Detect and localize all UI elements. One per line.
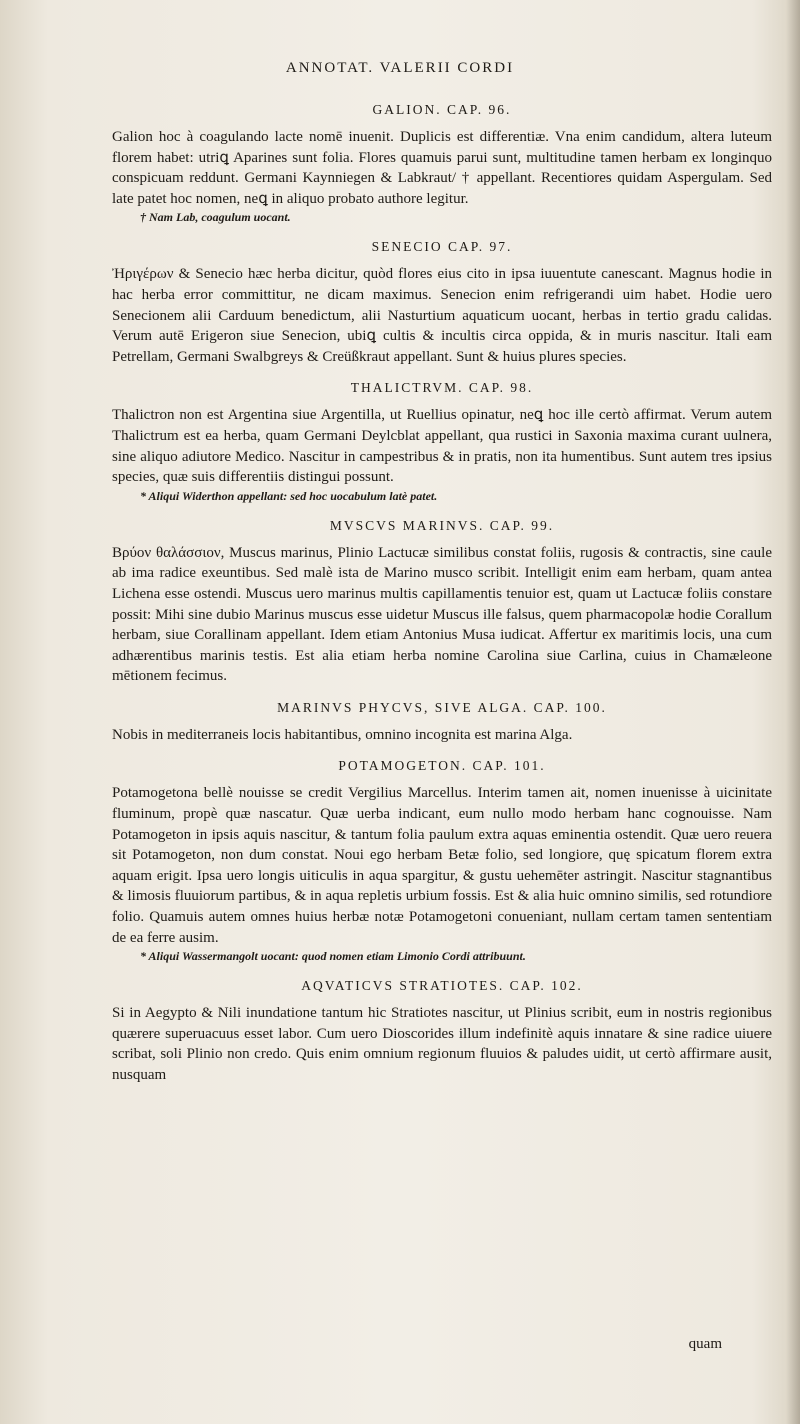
page-edge-shadow [786, 0, 800, 1424]
section-senecio [112, 237, 772, 367]
section-potamogeton [112, 756, 772, 965]
section-heading: AQVATICVS STRATIOTES. CAP. 102. [301, 978, 583, 994]
section-paragraph: Ἠριγέρων & Senecio hæc herba dicitur, quòd flores eius cito in ipsa iuuentute canescant. Magnus hodie in hac herba error committitur, ne dicam maximus. Senecion enim refrigerandi uim habet. Hodie uero Senecionem alii Carduum benedictum, alii Nasturtium aquaticum uocant, herbas in tertio gradu calidas. Verum autē Erigeron siue Senecion, ubiꝗ cultis & incultis circa oppida, & in muris nascitur. Itali eam Petrellam, Germani Swalbgreys & Creüßkraut appellant. Sunt & huius plures species. [112, 266, 772, 365]
section-thalictrum [112, 378, 772, 504]
section-heading: MVSCVS MARINVS. CAP. 99. [329, 517, 555, 533]
section-muscus-marinus [112, 516, 772, 687]
section-note: * Aliqui Widerthon appellant: sed hoc uocabulum latè patet. [140, 488, 438, 503]
section-heading: POTAMOGETON. CAP. 101. [338, 758, 546, 774]
section-marinus-phycus [112, 698, 772, 746]
section-galion [112, 100, 772, 226]
section-note: † Nam Lab, coagulum uocant. [140, 210, 291, 225]
section-heading: MARINVS PHYCVS, SIVE ALGA. CAP. 100. [277, 699, 607, 715]
running-head: ANNOTAT. VALERII CORDI [285, 60, 515, 76]
section-heading: GALION. CAP. 96. [372, 102, 512, 117]
section-heading: THALICTRVM. CAP. 98. [350, 380, 534, 396]
section-paragraph: Potamogetona bellè nouisse se credit Vergilius Marcellus. Interim tamen ait, nomen inuenisse à uicinitate fluminum, propè quæ nascatur. Quæ uerba indicant, eum nullo modo herbam hanc cognouisse. Nam Potamogeton in ipsis aquis nascitur, & tantum folia paulum extra aquas eminentia ostendit. Quæ uero reuera sit Potamogeton, non dum constat. Noui ego herbam Betæ folio, sed longiore, quę spicatum florem extra aquam erigit. Ipsa uero longis uiticulis in aqua spargitur, & gustu uehemēter astringit. Nascitur stagnantibus & limosis fluuiorum partibus, & in aqua repletis urbium fossis. Est & alia huic omnino similis, sed rotundiore folio. Quamuis autem omnes huius herbæ notæ Potamogetoni conueniant, nullam certam tamen sententiam de ea ferre ausim. [112, 785, 772, 946]
section-paragraph: Galion hoc à coagulando lacte nomē inuenit. Duplicis est differentiæ. Vna enim candidum, altera luteum florem habet: utriꝗ Aparines sunt folia. Flores quamuis parui sunt, multitudine tamen herbam ex longinquo conspicuam reddunt. Germani Kaynniegen & Labkraut/ † appellant. Recentiores quidam Aspergulam. Sed late patet hoc nomen, neꝗ in aliquo probato authore legitur. [112, 129, 772, 207]
section-aquaticus-stratiotes [112, 976, 772, 1085]
section-paragraph: Thalictron non est Argentina siue Argentilla, ut Ruellius opinatur, neꝗ hoc ille certò affirmat. Verum autem Thalictrum est ea herba, quam Germani Deylcblat appellant, qua rustici in Saxonia maxima curant uulnera, sine aliquo adiutore Medico. Nascitur in campestribus & in pratis, non ita humentibus. Sunt autem tres ipsius species, quæ suis differentiis distingui possunt. [112, 407, 772, 486]
section-paragraph: Βρύον θαλάσσιον, Muscus marinus, Plinio Lactucæ similibus constat foliis, rugosis & contractis, sine caule ab ima radice exeuntibus. Sed malè ista de Marino musco scribit. Intelligit enim eam herbam, quam antea Lichena esse ostendi. Muscus uero marinus multis capillamentis tenuior est, quam ut Lactucæ foliis constare possit: Mihi sine dubio Marinus muscus esse uidetur Muscus ille falsus, quem pharmacopolæ hodie Corallum herbam, siue Corallinam appellant. Idem etiam Antonius Musa iudicat. Affertur ex maritimis locis, una cum adhærentibus marinis testis. Est alia etiam herba nomine Carolina siue Carlina, cuius in Chamæleone mētionem fecimus. [112, 544, 772, 685]
section-heading: SENECIO CAP. 97. [371, 239, 513, 255]
text-block [112, 100, 772, 1097]
section-paragraph: Si in Aegypto & Nili inundatione tantum hic Stratiotes nascitur, ut Plinius scribit, eum in nostris regionibus quærere superuacuus esset labor. Cum uero Dioscorides illum indefinitè aquis innatare & sine radice uiuere scribat, soli Plinio non credo. Quis enim omnium regionum fluuios & paludes uidit, ut certò affirmare ausit, nusquam [112, 1005, 772, 1083]
section-paragraph: Nobis in mediterraneis locis habitantibus, omnino incognita est marina Alga. [112, 726, 573, 743]
catchword: quam [688, 1336, 722, 1352]
section-note: * Aliqui Wassermangolt uocant: quod nomen etiam Limonio Cordi attribuunt. [140, 949, 526, 964]
